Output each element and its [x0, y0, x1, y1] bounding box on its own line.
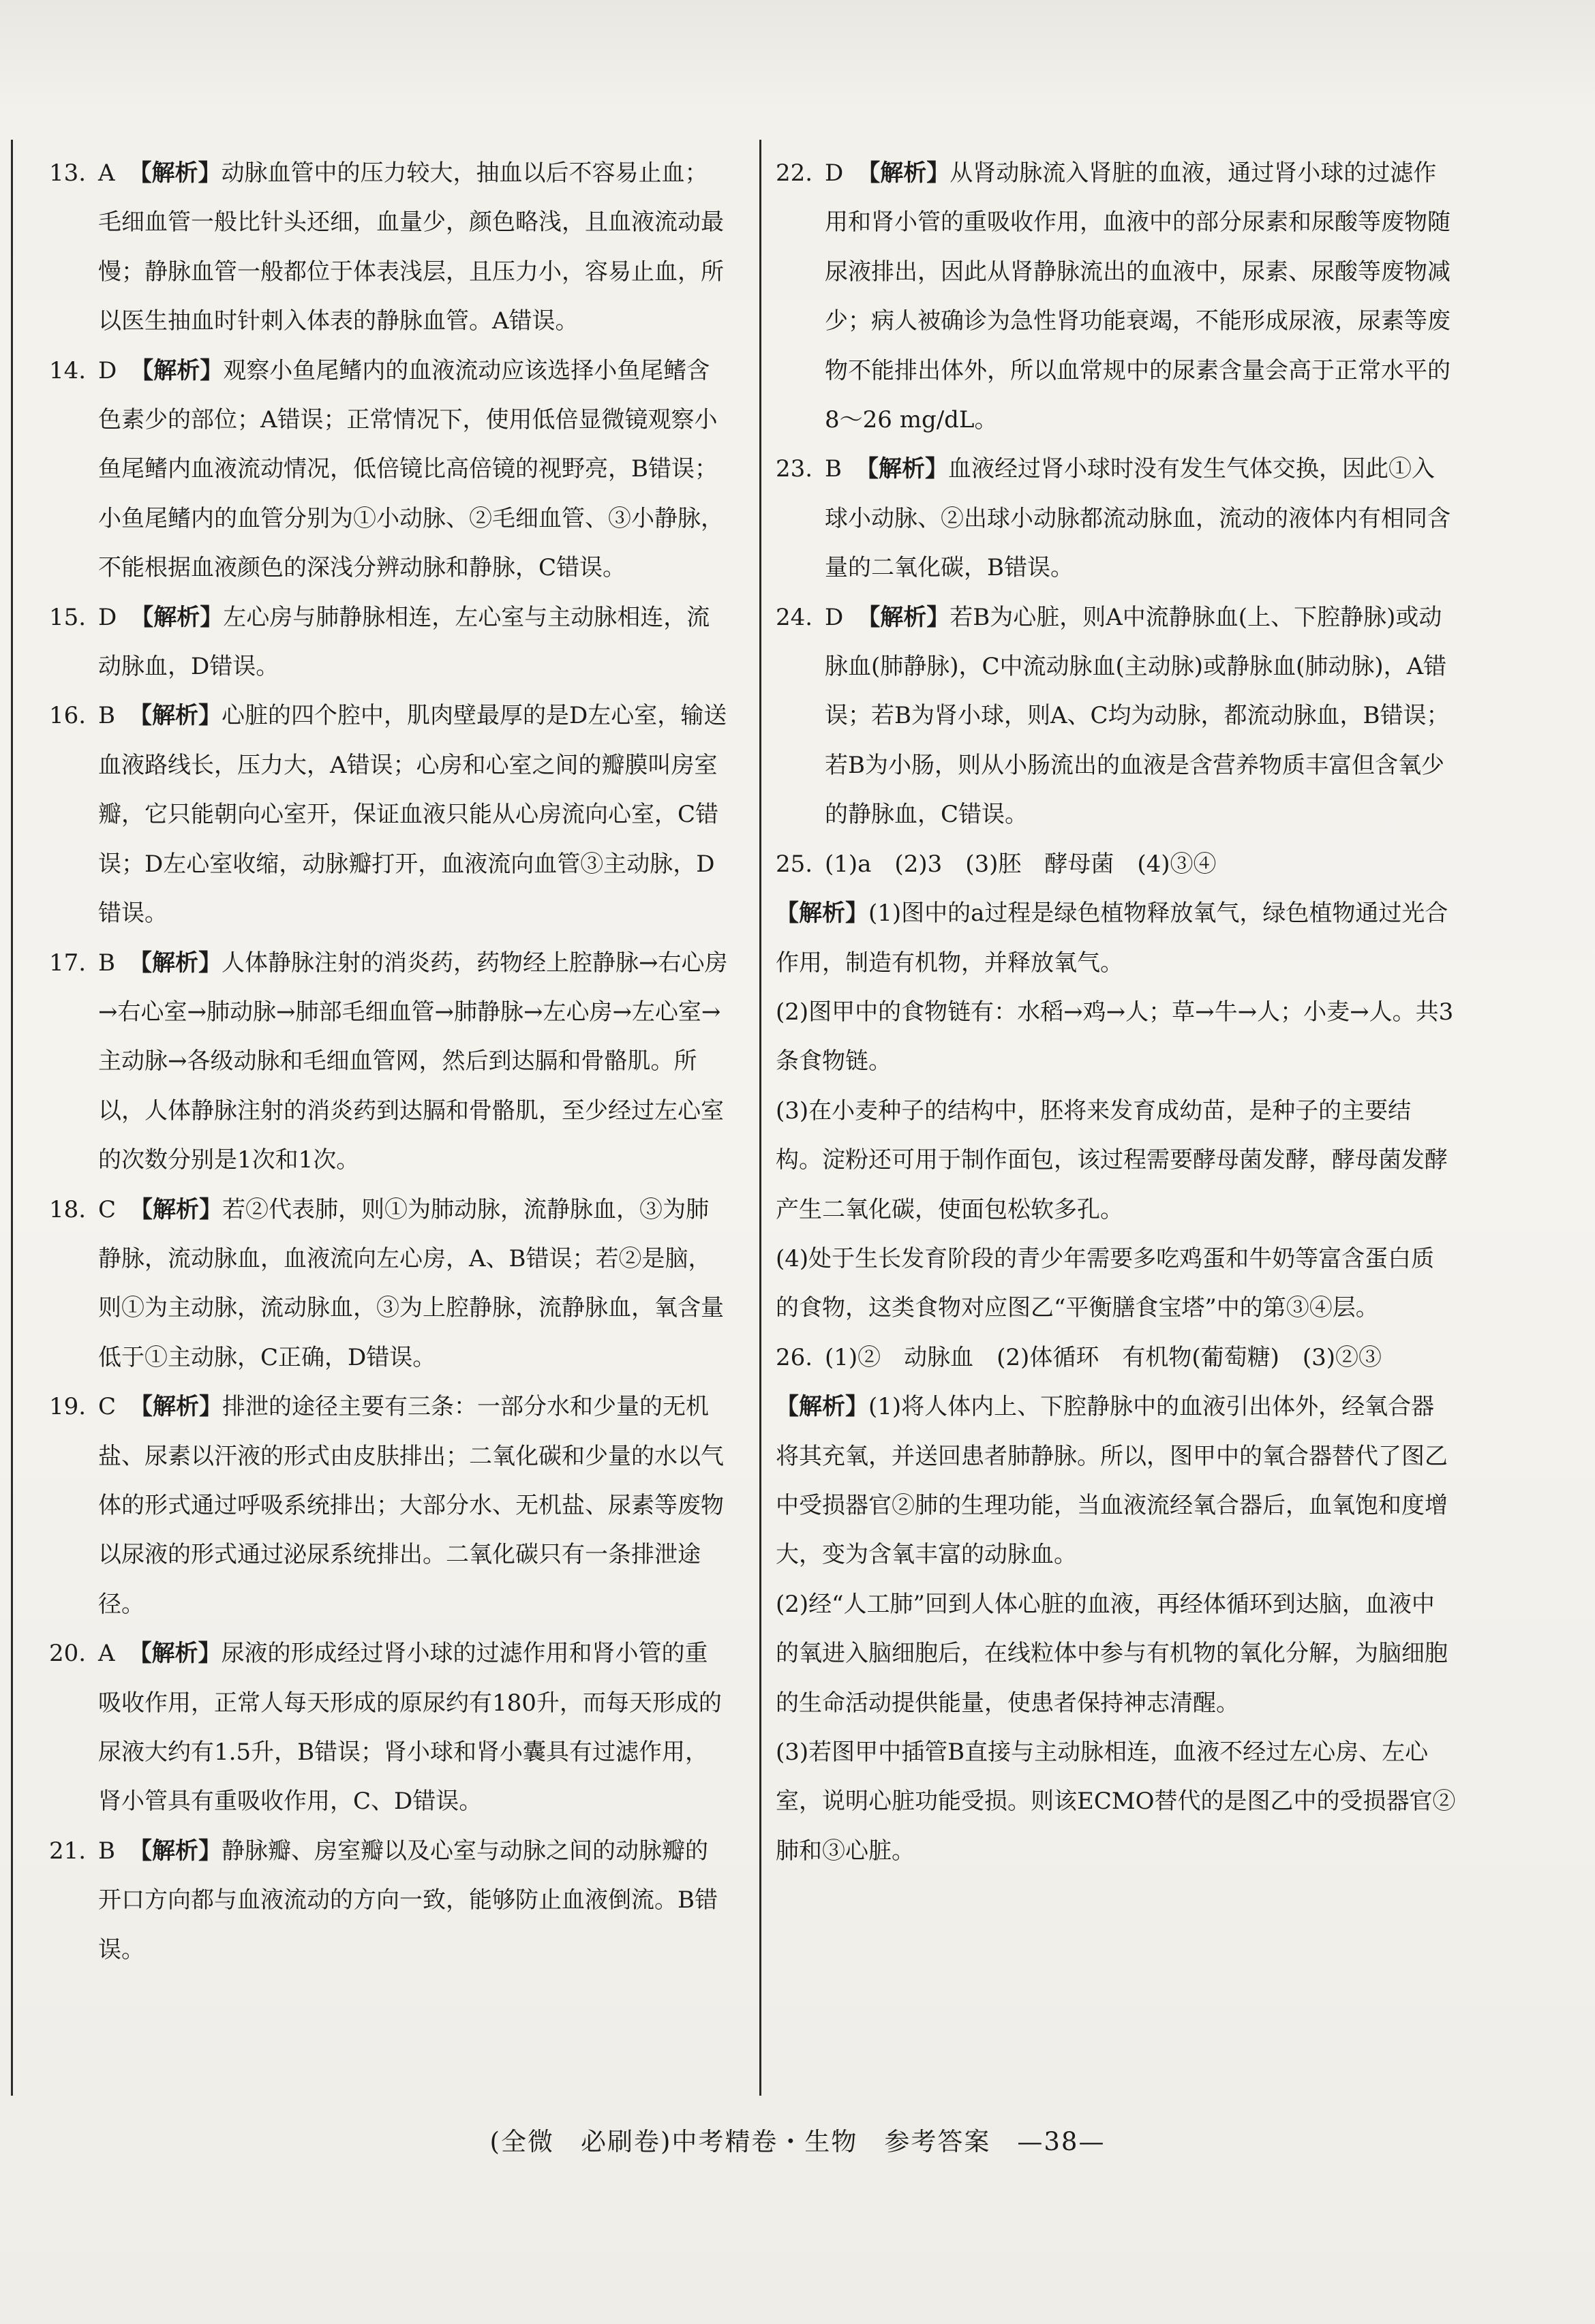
analysis-text: 动脉血管中的压力较大，抽血以后不容易止血；毛细血管一般比针头还细，血量少，颜色略浅，且血液流动最慢；静脉血管一般都位于体表浅层，且压力小，容易止血，所以医生抽血时针刺入体表的静脉血管。A错误。: [98, 159, 724, 335]
answer-15: [49, 593, 731, 692]
analysis-text: 尿液的形成经过肾小球的过滤作用和肾小管的重吸收作用，正常人每天形成的原尿约有180升，而每天形成的尿液大约有1.5升，B错误；肾小球和肾小囊具有过滤作用，肾小管具有重吸收作用，C、D错误。: [98, 1640, 722, 1816]
analysis-tag: 【解析】: [776, 900, 868, 928]
item-number: 18.: [49, 1195, 87, 1223]
item-number: 19.: [49, 1393, 87, 1421]
analysis-text: 人体静脉注射的消炎药，药物经上腔静脉→右心房→右心室→肺动脉→肺部毛细血管→肺静脉→左心房→左心室→主动脉→各级动脉和毛细血管网，然后到达膈和骨骼肌。所以，人体静脉注射的消炎药到达膈和骨骼肌，至少经过左心室的次数分别是1次和1次。: [98, 949, 728, 1174]
answer-choice: D: [825, 159, 844, 187]
answer-choice: C: [98, 1393, 117, 1421]
analysis-text: 心脏的四个腔中，肌肉壁最厚的是D左心室，输送血液路线长，压力大，A错误；心房和心室之间的瓣膜叫房室瓣，它只能朝向心室开，保证血液只能从心房流向心室，C错误；D左心室收缩，动脉瓣打开，血液流向血管③主动脉，D错误。: [98, 702, 727, 928]
answer-22: [776, 149, 1457, 444]
item-number: 15.: [49, 603, 87, 631]
analysis-tag: 【解析】: [130, 1393, 223, 1421]
analysis-paragraph: (3)若图甲中插管B直接与主动脉相连，血液不经过左心房、左心室，说明心脏功能受损。则该ECMO替代的是图乙中的受损器官②肺和③心脏。: [776, 1739, 1456, 1865]
answer-choice: B: [98, 1837, 115, 1865]
analysis-tag: 【解析】: [129, 949, 222, 977]
answer-choice: D: [825, 603, 844, 631]
column-divider: [759, 140, 761, 2096]
answer-25-analysis-heading: [776, 889, 1457, 988]
analysis-tag: 【解析】: [857, 603, 950, 631]
analysis-tag: 【解析】: [130, 1195, 223, 1223]
analysis-tag: 【解析】: [857, 159, 950, 187]
analysis-text: 若②代表肺，则①为肺动脉，流静脉血，③为肺静脉，流动脉血，血液流向左心房，A、B错误；若②是脑，则①为主动脉，流动脉血，③为上腔静脉，流静脉血，氧含量低于①主动脉，C正确，D错误。: [98, 1195, 724, 1371]
page-footer: (全微 必刷卷)中考精卷・生物 参考答案 —38—: [489, 2127, 1106, 2156]
answer-23: [776, 444, 1457, 592]
item-number: 14.: [49, 356, 87, 384]
answer-choice: A: [98, 1640, 115, 1668]
answer-26: [776, 1333, 1457, 1382]
answer-16: [49, 691, 731, 938]
analysis-tag: 【解析】: [130, 356, 224, 384]
analysis-tag: 【解析】: [129, 702, 222, 730]
analysis-paragraph: (1)图中的a过程是绿色植物释放氧气，绿色植物通过光合作用，制造有机物，并释放氧气。: [776, 900, 1448, 977]
item-number: 21.: [49, 1837, 87, 1865]
answer-25: [776, 840, 1457, 889]
right-column: [776, 149, 1457, 1876]
answer-choice: B: [98, 949, 115, 977]
answer-list: (1)a (2)3 (3)胚 酵母菌 (4)③④: [825, 850, 1217, 878]
answer-choice: C: [98, 1195, 117, 1223]
item-number: 17.: [49, 949, 87, 977]
answer-17: [49, 938, 731, 1185]
analysis-text: 若B为心脏，则A中流静脉血(上、下腔静脉)或动脉血(肺静脉)，C中流动脉血(主动脉)或静脉血(肺动脉)，A错误；若B为肾小球，则A、C均为动脉，都流动脉血，B错误；若B为小肠，则从小肠流出的血液是含营养物质丰富但含氧少的静脉血，C错误。: [825, 603, 1450, 829]
answer-choice: B: [98, 702, 115, 730]
analysis-tag: 【解析】: [128, 159, 222, 187]
item-number: 13.: [49, 159, 87, 187]
item-number: 25.: [776, 850, 813, 878]
analysis-tag: 【解析】: [128, 1640, 222, 1668]
analysis-text: 血液经过肾小球时没有发生气体交换，因此①入球小动脉、②出球小动脉都流动脉血，流动的液体内有相同含量的二氧化碳，B错误。: [825, 455, 1450, 582]
answer-24: [776, 593, 1457, 840]
analysis-tag: 【解析】: [130, 603, 224, 631]
answer-14: [49, 346, 731, 593]
analysis-text: 静脉瓣、房室瓣以及心室与动脉之间的动脉瓣的开口方向都与血液流动的方向一致，能够防止血液倒流。B错误。: [98, 1837, 718, 1963]
item-number: 16.: [49, 702, 87, 730]
answer-21: [49, 1826, 731, 1974]
analysis-tag: 【解析】: [855, 455, 948, 483]
answer-26-analysis-heading: [776, 1382, 1457, 1580]
answer-choice: D: [98, 603, 117, 631]
analysis-text: 排泄的途径主要有三条：一部分水和少量的无机盐、尿素以汗液的形式由皮肤排出；二氧化碳和少量的水以气体的形式通过呼吸系统排出；大部分水、无机盐、尿素等废物以尿液的形式通过泌尿系统排出。二氧化碳只有一条排泄途径。: [98, 1393, 724, 1618]
answer-choice: A: [98, 159, 115, 187]
analysis-tag: 【解析】: [776, 1393, 868, 1421]
analysis-paragraph: (4)处于生长发育阶段的青少年需要多吃鸡蛋和牛奶等富含蛋白质的食物，这类食物对应图乙“平衡膳食宝塔”中的第③④层。: [776, 1244, 1435, 1322]
analysis-paragraph: (2)图甲中的食物链有：水稻→鸡→人；草→牛→人；小麦→人。共3条食物链。: [776, 998, 1454, 1075]
item-number: 26.: [776, 1343, 813, 1371]
analysis-tag: 【解析】: [129, 1837, 222, 1865]
left-column: [49, 149, 731, 1974]
analysis-paragraph: (3)在小麦种子的结构中，胚将来发育成幼苗，是种子的主要结构。淀粉还可用于制作面包，该过程需要酵母菌发酵，酵母菌发酵产生二氧化碳，使面包松软多孔。: [776, 1097, 1448, 1223]
analysis-text: 观察小鱼尾鳍内的血液流动应该选择小鱼尾鳍含色素少的部位；A错误；正常情况下，使用低倍显微镜观察小鱼尾鳍内血液流动情况，低倍镜比高倍镜的视野亮，B错误；小鱼尾鳍内的血管分别为①小动脉、②毛细血管、③小静脉，不能根据血液颜色的深浅分辨动脉和静脉，C错误。: [98, 356, 724, 582]
item-number: 22.: [776, 159, 813, 187]
analysis-paragraph: (2)经“人工肺”回到人体心脏的血液，再经体循环到达脑，血液中的氧进入脑细胞后，在线粒体中参与有机物的氧化分解，为脑细胞的生命活动提供能量，使患者保持神志清醒。: [776, 1590, 1448, 1717]
answer-18: [49, 1185, 731, 1383]
item-number: 20.: [49, 1640, 87, 1668]
item-number: 24.: [776, 603, 813, 631]
answer-choice: D: [98, 356, 117, 384]
analysis-paragraph: (1)将人体内上、下腔静脉中的血液引出体外，经氧合器将其充氧，并送回患者肺静脉。所以，图甲中的氧合器替代了图乙中受损器官②肺的生理功能，当血液流经氧合器后，血氧饱和度增大，变为含氧丰富的动脉血。: [776, 1393, 1448, 1569]
answer-list: (1)② 动脉血 (2)体循环 有机物(葡萄糖) (3)②③: [825, 1343, 1382, 1371]
answer-choice: B: [825, 455, 842, 483]
left-margin-rule: [11, 140, 13, 2096]
answer-20: [49, 1629, 731, 1826]
answer-13: [49, 149, 731, 346]
analysis-text: 左心房与肺静脉相连，左心室与主动脉相连，流动脉血，D错误。: [98, 603, 710, 681]
analysis-text: 从肾动脉流入肾脏的血液，通过肾小球的过滤作用和肾小管的重吸收作用，血液中的部分尿素和尿酸等废物随尿液排出，因此从肾静脉流出的血液中，尿素、尿酸等废物减少；病人被确诊为急性肾功能衰竭，不能形成尿液，尿素等废物不能排出体外，所以血常规中的尿素含量会高于正常水平的8～26 mg/dL。: [825, 159, 1450, 434]
answer-19: [49, 1382, 731, 1629]
item-number: 23.: [776, 455, 813, 483]
